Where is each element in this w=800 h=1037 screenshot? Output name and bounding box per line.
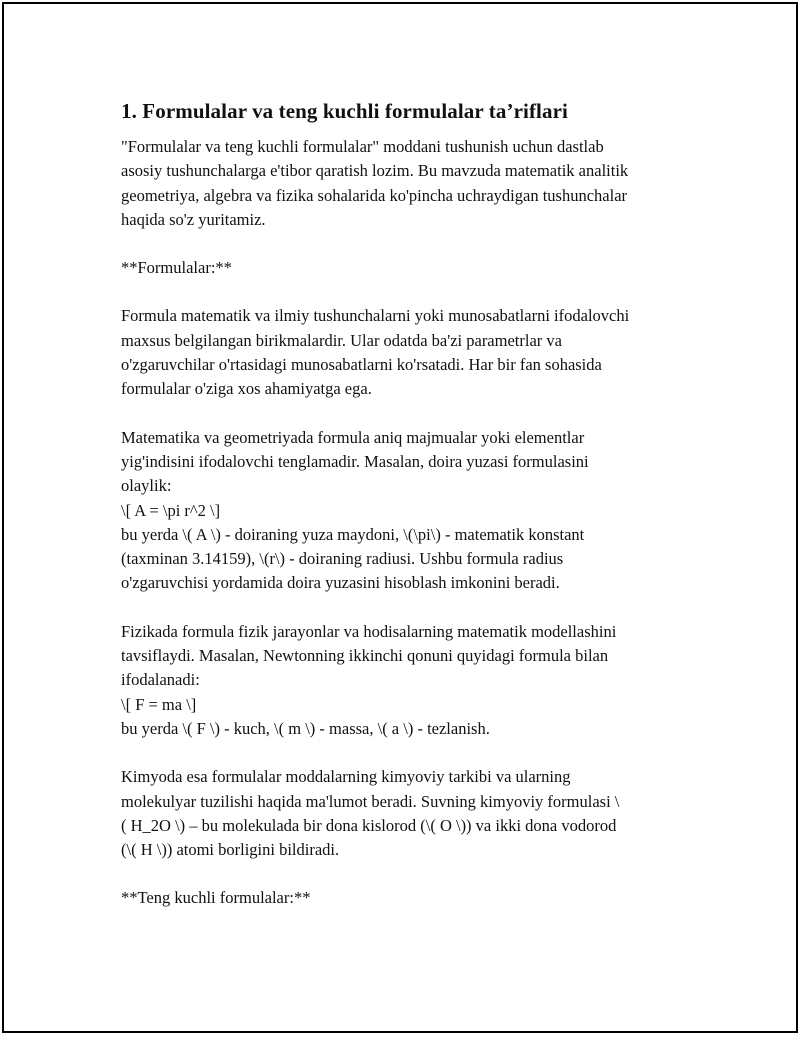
chemistry-paragraph: Kimyoda esa formulalar moddalarning kimyoviy tarkibi va ularning molekulyar tuzilishi haqida ma'lumot beradi. Suvning kimyoviy formulasi \ ( H_2O \) – bu molekulada bir dona kislorod (\( O \)) va ikki dona vodorod (\( H \)) atomi borligini bildiradi. [121,767,620,860]
document-page [2,2,798,1033]
physics-paragraph: Fizikada formula fizik jarayonlar va hodisalarning matematik modellashini tavsiflaydi. Masalan, Newtonning ikkinchi qonuni quyidagi formula bilan ifodalanadi: \[ F = ma \] bu yerda \( F \) - kuch, \( m \) - massa, \( a \) - tezlanish. [121,621,617,738]
intro-paragraph: "Formulalar va teng kuchli formulalar" moddani tushunish uchun dastlab asosiy tushunchalarga e'tibor qaratish lozim. Bu mavzuda matematik analitik geometriya, algebra va fizika sohalarida ko'pincha uchraydigan tushunchalar haqida so'z yuritamiz. [121,137,629,229]
document-content [121,97,701,935]
formulalar-heading: **Formulalar:** [121,258,232,278]
math-geometry-paragraph: Matematika va geometriyada formula aniq majmualar yoki elementlar yig'indisini ifodalovchi tenglamadir. Masalan, doira yuzasi formulasini olaylik: \[ A = \pi r^2 \] bu yerda \( A \) - doiraning yuza maydoni, \(\pi\) - matematik konstant (taxminan 3.14159), \(r\) - doiraning radiusi. Ushbu formula radius o'zgaruvchisi yordamida doira yuzasini hisoblash imkonini beradi. [121,427,589,593]
formula-definition-paragraph: Formula matematik va ilmiy tushunchalarni yoki munosabatlarni ifodalovchi maxsus belgilangan birikmalardir. Ular odatda ba'zi parametrlar va o'zgaruvchilar o'rtasidagi munosabatlarni ko'rsatadi. Har bir fan sohasida formulalar o'ziga xos ahamiyatga ega. [121,306,630,399]
section-title: 1. Formulalar va teng kuchli formulalar ta’riflari [121,99,568,123]
teng-kuchli-heading: **Teng kuchli formulalar:** [121,888,311,908]
